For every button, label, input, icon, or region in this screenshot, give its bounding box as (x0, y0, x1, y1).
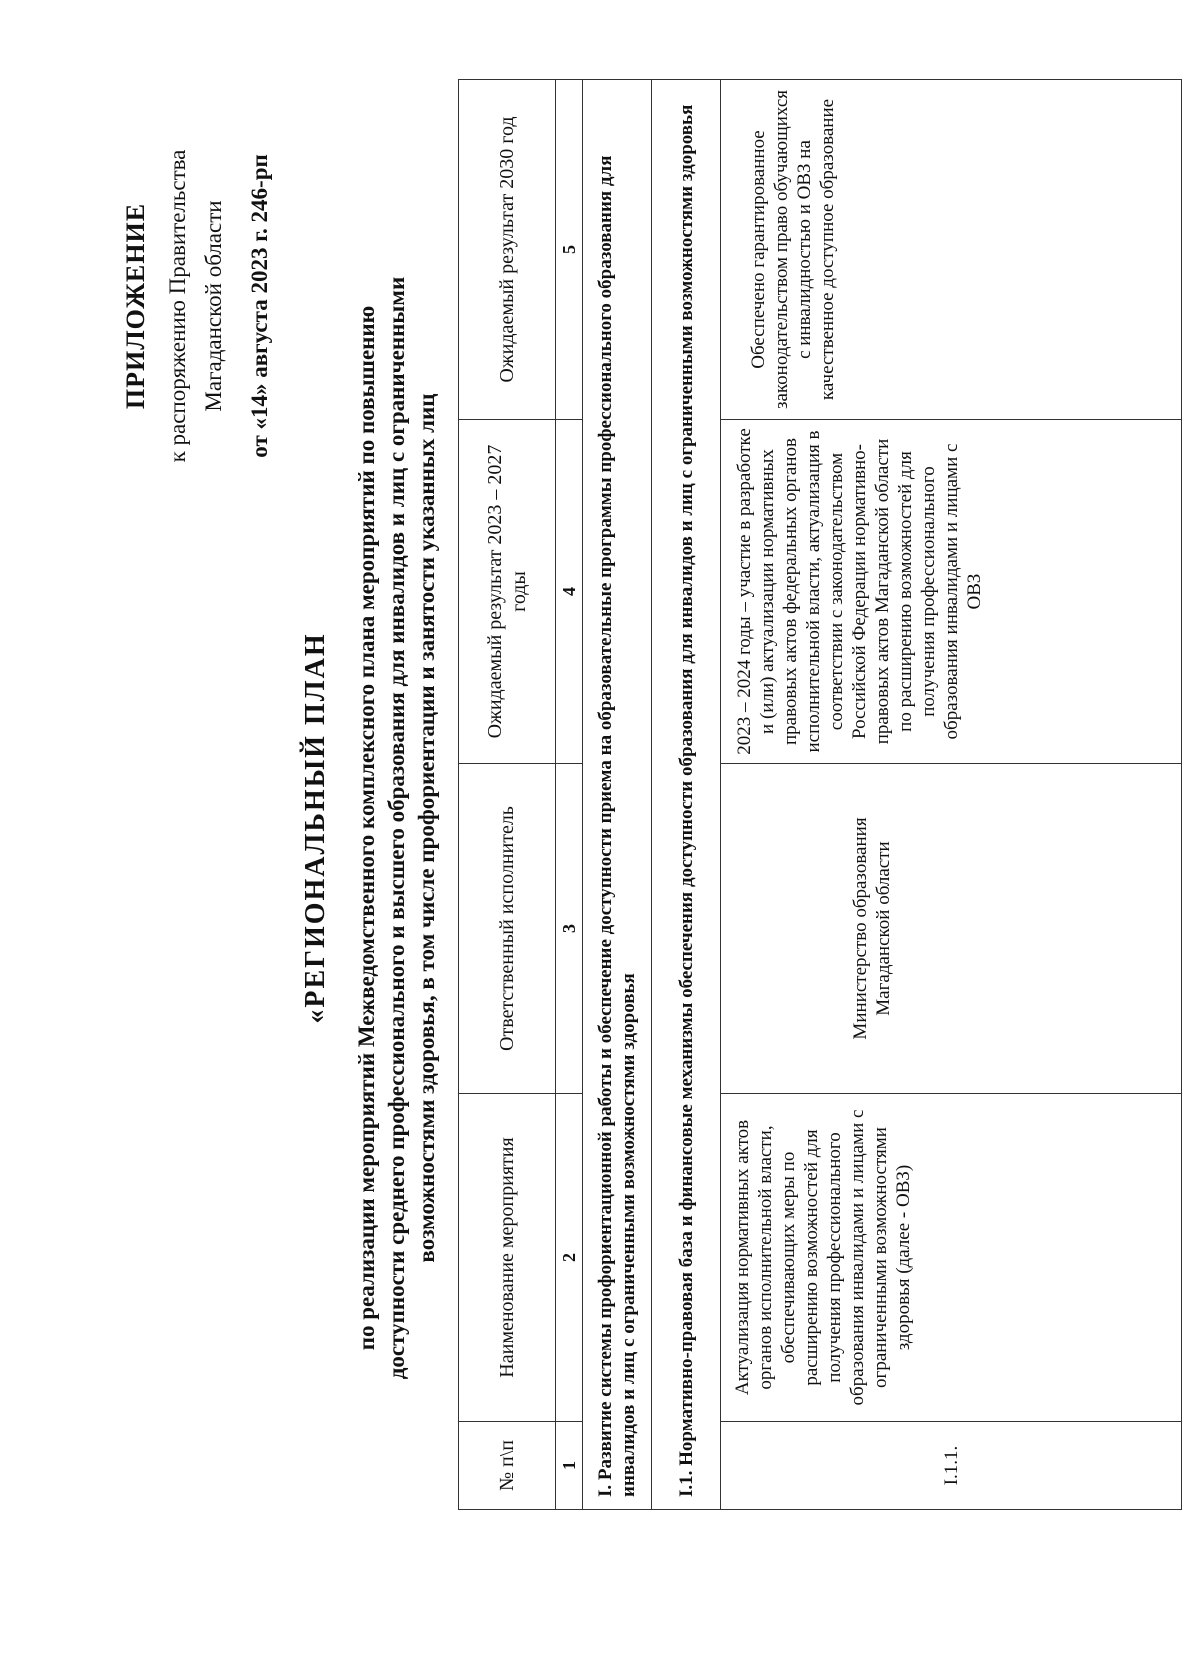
table-header-row (459, 80, 556, 1510)
header-result-2030: Ожидаемый результат 2030 год (459, 80, 556, 420)
table-row (721, 80, 1182, 1510)
section-1-heading: I. Развитие системы профориентационной работы и обеспечение доступности приема на образовательные программы профессионального образования для инвалидов и лиц с ограниченными возможностями здоровья (583, 80, 652, 1510)
appendix-line-1: к распоряжению Правительства (165, 149, 190, 463)
header-name: Наименование мероприятия (459, 1094, 556, 1422)
column-number: 4 (556, 420, 583, 764)
column-number-row (556, 80, 583, 1510)
plan-subtitle-line-2: доступности среднего профессионального и высшего образования для инвалидов и лиц с ограниченными (384, 276, 409, 1380)
subsection-row (652, 80, 721, 1510)
row-result-2030: Обеспечено гарантированное законодательством право обучающихся с инвалидностью и ОВЗ на качественное доступное образование (721, 80, 1182, 420)
section-row (583, 80, 652, 1510)
column-number: 2 (556, 1094, 583, 1422)
plan-title: «РЕГИОНАЛЬНЫЙ ПЛАН (300, 632, 331, 1024)
section-1-1-heading: I.1. Нормативно-правовая база и финансовые механизмы обеспечения доступности образования для инвалидов и лиц с ограниченными возможностями здоровья (652, 80, 721, 1510)
header-num: № п\п (459, 1422, 556, 1510)
column-number: 5 (556, 80, 583, 420)
column-number: 1 (556, 1422, 583, 1510)
header-result-2027: Ожидаемый результат 2023 – 2027 годы (459, 420, 556, 764)
appendix-date: от «14» августа 2023 г. 246-рп (247, 154, 272, 458)
row-name: Актуализация нормативных актов органов исполнительной власти, обеспечивающих меры по расширению возможностей для получения профессионального образования инвалидами и лицами с ограниченными возможностями здоровья (далее - ОВЗ) (721, 1094, 1182, 1422)
plan-subtitle-line-1: по реализации мероприятий Межведомственного комплексного плана мероприятий по повышению (354, 305, 379, 1351)
appendix-title: ПРИЛОЖЕНИЕ (121, 202, 150, 410)
plan-table (458, 79, 1182, 1510)
row-executor: Министерство образования Магаданской области (721, 764, 1182, 1094)
plan-subtitle-line-3: возможностями здоровья, в том числе профориентации и занятости указанных лиц (414, 393, 439, 1263)
appendix-block (118, 76, 278, 536)
column-number: 3 (556, 764, 583, 1094)
row-num: I.1.1. (721, 1422, 1182, 1510)
appendix-line-2: Магаданской области (201, 200, 226, 412)
row-result-2027: 2023 – 2024 годы – участие в разработке и (или) актуализации нормативных правовых актов федеральных органов исполнительной власти, актуализация в соответствии с законодательством Российской Федерации нормативно-правовых актов Магаданской области по расширению возможностей для получения профессионального образования инвалидами и лицами с ОВЗ (721, 420, 1182, 764)
header-executor: Ответственный исполнитель (459, 764, 556, 1094)
plan-subtitle (352, 150, 442, 1506)
